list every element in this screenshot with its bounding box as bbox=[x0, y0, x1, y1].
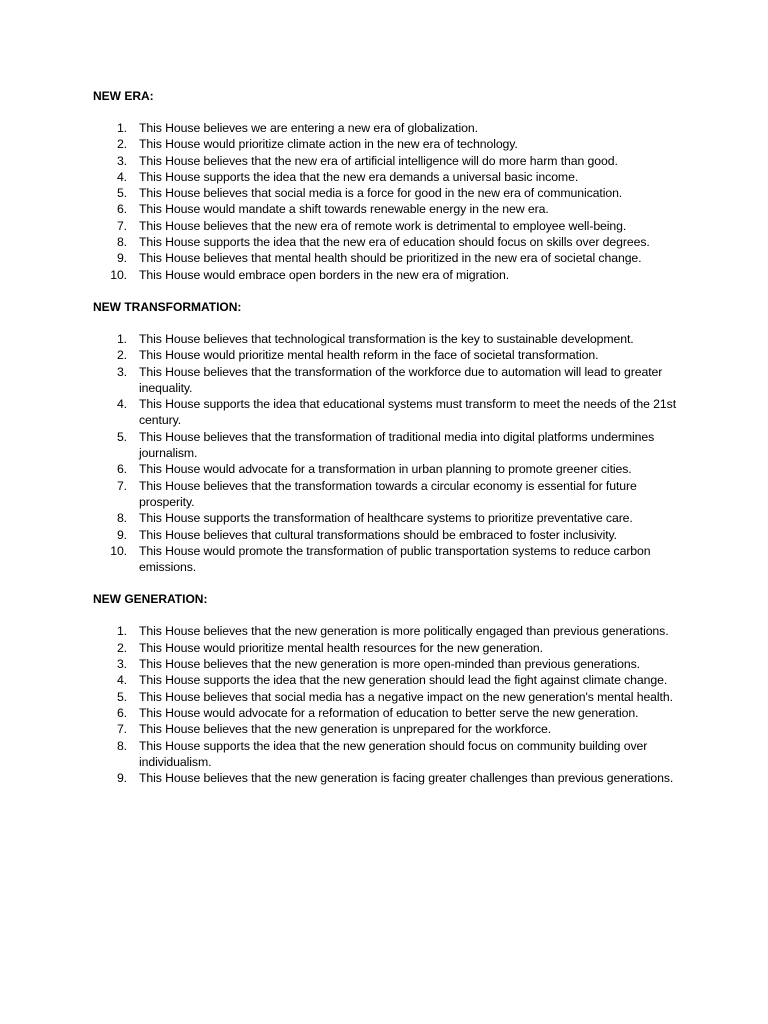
motion-number: 10. bbox=[110, 267, 127, 282]
motion-number: 7. bbox=[116, 478, 127, 493]
motion-text: This House believes that the new era of remote work is detrimental to employee well-being. bbox=[139, 218, 627, 233]
motion-item bbox=[93, 250, 683, 266]
motion-text: This House believes that technological transformation is the key to sustainable development. bbox=[139, 331, 634, 346]
motion-item bbox=[93, 429, 683, 462]
motion-item bbox=[93, 656, 683, 672]
motion-item bbox=[93, 770, 683, 786]
motion-text: This House supports the idea that educational systems must transform to meet the needs of the 21st century. bbox=[139, 397, 677, 428]
motion-text: This House believes that the new generation is facing greater challenges than previous generations. bbox=[139, 771, 674, 786]
section-new-generation bbox=[93, 591, 683, 786]
motion-item bbox=[93, 364, 683, 397]
motion-number: 3. bbox=[116, 657, 127, 672]
motion-item bbox=[93, 234, 683, 250]
motion-list bbox=[93, 120, 683, 283]
motion-number: 4. bbox=[116, 397, 127, 412]
section-new-transformation bbox=[93, 299, 683, 575]
motion-item bbox=[93, 153, 683, 169]
motion-item bbox=[93, 623, 683, 639]
motion-item bbox=[93, 201, 683, 217]
motion-item bbox=[93, 510, 683, 526]
motion-number: 2. bbox=[116, 137, 127, 152]
motion-item bbox=[93, 738, 683, 771]
motion-text: This House believes that the new generation is unprepared for the workforce. bbox=[139, 722, 552, 737]
motion-item bbox=[93, 169, 683, 185]
motion-text: This House believes that social media is a force for good in the new era of communication. bbox=[139, 186, 623, 201]
motion-number: 10. bbox=[110, 543, 127, 558]
motion-number: 7. bbox=[116, 722, 127, 737]
motion-text: This House believes that social media has a negative impact on the new generation's mental health. bbox=[139, 689, 673, 704]
motion-number: 1. bbox=[116, 331, 127, 346]
motion-item bbox=[93, 136, 683, 152]
motion-number: 4. bbox=[116, 673, 127, 688]
motion-list bbox=[93, 623, 683, 786]
motion-number: 9. bbox=[116, 251, 127, 266]
motion-text: This House believes that the transformation of traditional media into digital platforms undermines journalism. bbox=[139, 429, 655, 461]
motion-text: This House believes that the new era of artificial intelligence will do more harm than good. bbox=[139, 153, 618, 168]
motion-text: This House believes that the transformation of the workforce due to automation will lead to greater inequality. bbox=[139, 364, 663, 395]
motion-item bbox=[93, 461, 683, 477]
motion-item bbox=[93, 640, 683, 656]
motion-item bbox=[93, 689, 683, 705]
motion-number: 5. bbox=[116, 689, 127, 704]
motion-item bbox=[93, 120, 683, 136]
motion-item bbox=[93, 543, 683, 576]
motion-text: This House supports the idea that the new generation should focus on community building over individualism. bbox=[139, 738, 648, 769]
motion-text: This House would promote the transformation of public transportation systems to reduce carbon emissions. bbox=[139, 543, 651, 575]
motion-text: This House would advocate for a reformation of education to better serve the new generation. bbox=[139, 705, 639, 720]
motion-number: 3. bbox=[116, 153, 127, 168]
motion-text: This House supports the idea that the new era of education should focus on skills over degrees. bbox=[139, 235, 650, 250]
motion-text: This House supports the idea that the new era demands a universal basic income. bbox=[139, 169, 579, 184]
motion-number: 6. bbox=[116, 202, 127, 217]
motion-number: 4. bbox=[116, 169, 127, 184]
motion-item bbox=[93, 396, 683, 429]
section-heading: NEW GENERATION: bbox=[93, 592, 208, 607]
motion-number: 9. bbox=[116, 527, 127, 542]
motion-item bbox=[93, 527, 683, 543]
section-heading: NEW TRANSFORMATION: bbox=[93, 299, 242, 314]
motion-number: 6. bbox=[116, 462, 127, 477]
motion-text: This House would advocate for a transformation in urban planning to promote greener cities. bbox=[139, 462, 632, 477]
section-heading: NEW ERA: bbox=[93, 89, 154, 103]
motion-number: 9. bbox=[116, 771, 127, 786]
motion-item bbox=[93, 478, 683, 511]
motion-item bbox=[93, 185, 683, 201]
motion-text: This House would mandate a shift towards renewable energy in the new era. bbox=[139, 202, 549, 217]
motion-list bbox=[93, 331, 683, 575]
motion-number: 5. bbox=[116, 186, 127, 201]
motion-number: 2. bbox=[116, 348, 127, 363]
motion-item bbox=[93, 721, 683, 737]
motion-text: This House believes that the new generation is more open-minded than previous generations. bbox=[139, 657, 640, 672]
motion-number: 7. bbox=[116, 218, 127, 233]
motion-number: 1. bbox=[116, 121, 127, 135]
motion-number: 3. bbox=[116, 364, 127, 379]
motion-number: 2. bbox=[116, 640, 127, 655]
motion-text: This House would prioritize mental health resources for the new generation. bbox=[139, 640, 543, 655]
motion-text: This House believes that cultural transformations should be embraced to foster inclusivity. bbox=[139, 527, 617, 542]
section-new-era bbox=[93, 88, 683, 283]
motion-text: This House supports the transformation of healthcare systems to prioritize preventative care. bbox=[139, 511, 633, 526]
motion-text: This House supports the idea that the new generation should lead the fight against climate change. bbox=[139, 673, 668, 688]
document-page bbox=[93, 88, 683, 802]
motion-number: 1. bbox=[116, 624, 127, 639]
motion-number: 5. bbox=[116, 429, 127, 444]
motion-text: This House would prioritize climate action in the new era of technology. bbox=[139, 137, 518, 152]
motion-text: This House believes we are entering a new era of globalization. bbox=[139, 121, 478, 135]
motion-item bbox=[93, 218, 683, 234]
motion-number: 8. bbox=[116, 235, 127, 250]
motion-item bbox=[93, 267, 683, 283]
motion-item bbox=[93, 331, 683, 347]
motion-item bbox=[93, 347, 683, 363]
motion-text: This House believes that the transformation towards a circular economy is essential for future prosperity. bbox=[139, 478, 637, 509]
motion-number: 8. bbox=[116, 738, 127, 753]
motion-text: This House believes that mental health should be prioritized in the new era of societal change. bbox=[139, 251, 642, 266]
motion-number: 8. bbox=[116, 511, 127, 526]
motion-text: This House would embrace open borders in the new era of migration. bbox=[139, 267, 510, 282]
motion-number: 6. bbox=[116, 705, 127, 720]
motion-item bbox=[93, 672, 683, 688]
motion-text: This House would prioritize mental health reform in the face of societal transformation. bbox=[139, 348, 599, 363]
motion-item bbox=[93, 705, 683, 721]
motion-text: This House believes that the new generation is more politically engaged than previous generations. bbox=[139, 624, 669, 639]
